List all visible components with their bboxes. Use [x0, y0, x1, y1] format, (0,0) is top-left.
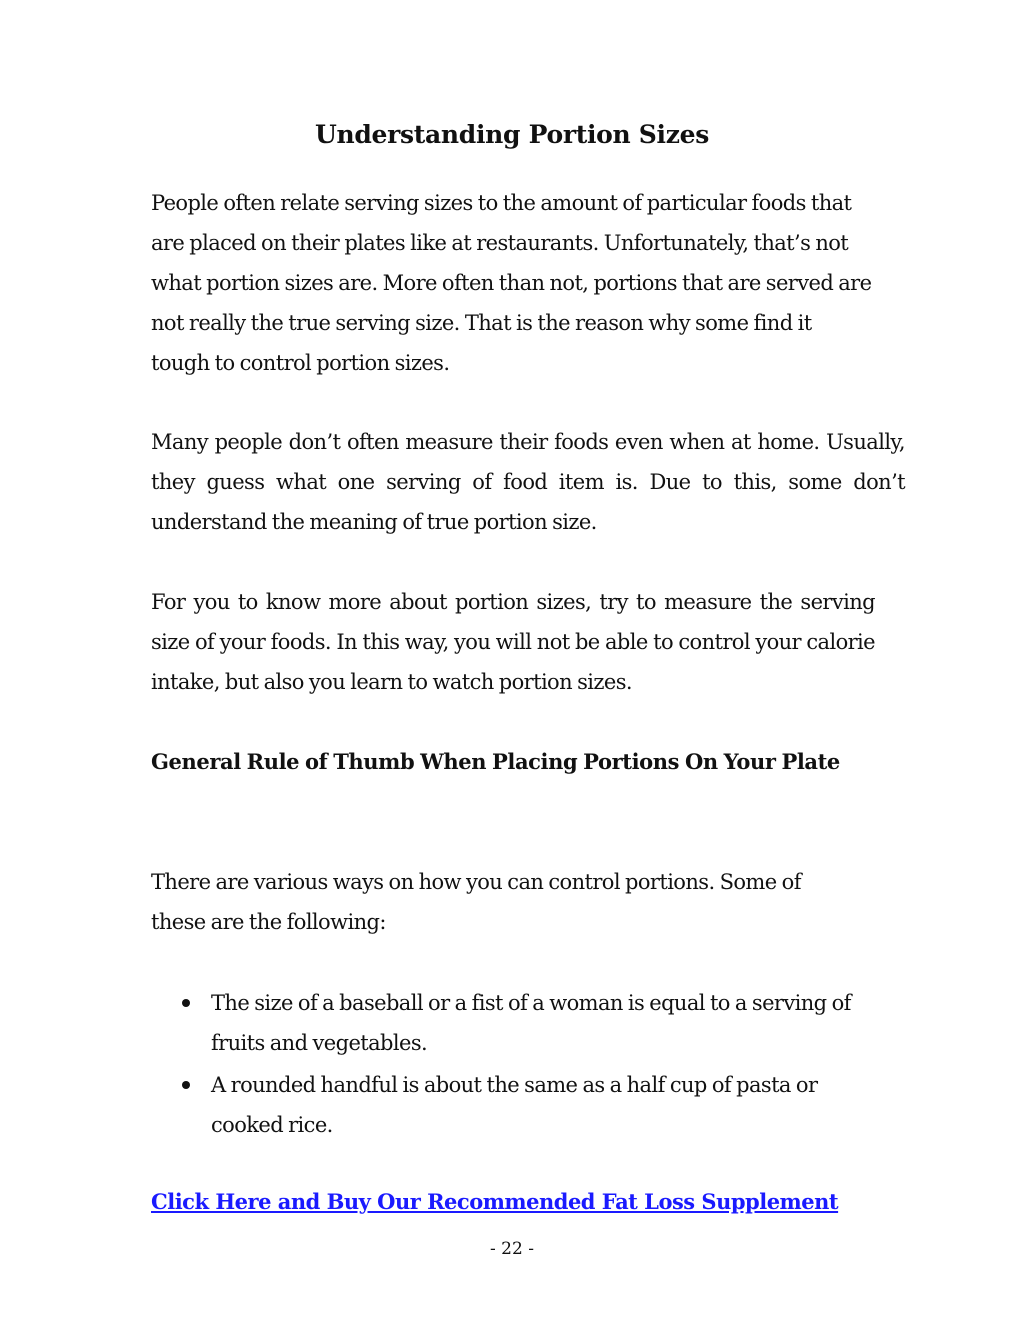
- portion-tips-list: [151, 983, 891, 1145]
- paragraph-measuring-habits: Many people don’t often measure their foods even when at home. Usually, they guess what one serving of food item is. Due to this, some don’t understand the meaning of true portion size.: [151, 430, 905, 534]
- list-item: [151, 983, 891, 1063]
- paragraph-measure-advice: For you to know more about portion sizes, try to measure the serving size of your foods. In this way, you will not be able to control your calorie intake, but also you learn to watch portion sizes.: [151, 590, 875, 694]
- list-item: [151, 1065, 891, 1145]
- supplement-link[interactable]: Click Here and Buy Our Recommended Fat Loss Supplement: [151, 1189, 839, 1214]
- page-title: Understanding Portion Sizes: [314, 120, 710, 149]
- bullet-icon: [182, 999, 190, 1007]
- bullet-icon: [182, 1081, 190, 1089]
- paragraph-list-intro: There are various ways on how you can control portions. Some of these are the following:: [151, 870, 801, 934]
- list-item-text: The size of a baseball or a fist of a woman is equal to a serving of fruits and vegetables.: [211, 991, 851, 1055]
- page-number: - 22 -: [490, 1239, 534, 1259]
- paragraph-serving-sizes: People often relate serving sizes to the amount of particular foods that are placed on their plates like at restaurants. Unfortunately, that’s not what portion sizes are. More often than not, portions that are served are not really the true serving size. That is the reason why some find it tough to control portion sizes.: [151, 191, 872, 375]
- section-heading: General Rule of Thumb When Placing Portions On Your Plate: [151, 749, 840, 774]
- list-item-text: A rounded handful is about the same as a half cup of pasta or cooked rice.: [211, 1073, 818, 1137]
